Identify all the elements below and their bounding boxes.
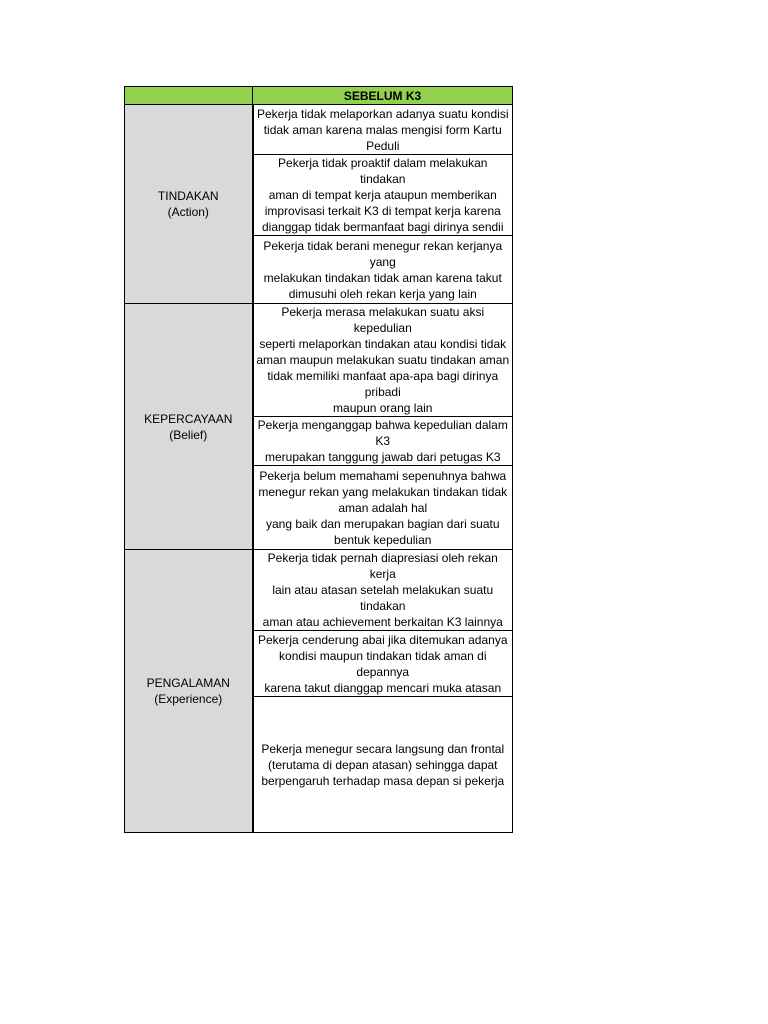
cell-line: dianggap tidak bermanfaat bagi dirinya sendii xyxy=(262,220,504,234)
cell-line: aman di tempat kerja ataupun memberikan xyxy=(268,188,497,202)
cell-line: aman atau achievement berkaitan K3 lainnya xyxy=(262,615,503,629)
section-subtitle: (Experience) xyxy=(154,692,223,706)
cell-line: Pekerja menganggap bahwa kepedulian dalam K3 xyxy=(257,418,508,448)
cell-line: tidak memiliki manfaat apa-apa bagi dirinya pribadi xyxy=(267,369,499,399)
cell-line: tidak aman karena malas mengisi form Kartu xyxy=(263,122,502,137)
section-subtitle: (Action) xyxy=(167,205,209,219)
table-cell xyxy=(253,631,513,697)
table-cell xyxy=(253,105,513,155)
cell-line: Pekerja tidak pernah diapresiasi oleh rekan kerja xyxy=(267,551,498,581)
table-cell xyxy=(253,304,513,417)
section-title: KEPERCAYAAN xyxy=(144,411,233,426)
section-title: PENGALAMAN xyxy=(146,676,230,690)
cell-line: Pekerja tidak berani menegur rekan kerjanya yang xyxy=(263,238,503,269)
table-cell xyxy=(253,550,513,631)
table-cell xyxy=(253,417,513,466)
section-title: TINDAKAN xyxy=(157,189,219,203)
header-column-title: SEBELUM K3 xyxy=(253,87,513,105)
cell-line: maupun orang lain xyxy=(333,401,433,415)
cell-line: kondisi maupun tindakan tidak aman di depannya xyxy=(279,648,487,679)
cell-line: dimusuhi oleh rekan kerja yang lain xyxy=(288,286,477,301)
section-label-pengalaman xyxy=(125,550,253,833)
section-label-kepercayaan xyxy=(125,304,253,550)
cell-line: Pekerja tidak melaporkan adanya suatu kondisi xyxy=(257,106,509,121)
table-cell xyxy=(253,155,513,236)
cell-line: yang baik dan merupakan bagian dari suatu xyxy=(266,516,500,531)
cell-line: Peduli xyxy=(366,138,400,153)
cell-line: Pekerja menegur secara langsung dan frontal xyxy=(261,741,505,756)
cell-line: (terutama di depan atasan) sehingga dapat xyxy=(268,757,498,772)
cell-line: merupakan tanggung jawab dari petugas K3 xyxy=(265,450,501,464)
header-corner-cell xyxy=(125,87,253,105)
table-cell xyxy=(253,466,513,550)
cell-line: seperti melaporkan tindakan atau kondisi tidak xyxy=(259,337,507,351)
cell-line: improvisasi terkait K3 di tempat kerja karena xyxy=(264,204,501,218)
cell-line: menegur rekan yang melakukan tindakan tidak xyxy=(258,484,508,499)
cell-line: melakukan tindakan tidak aman karena takut xyxy=(263,270,502,285)
cell-line: berpengaruh terhadap masa depan si pekerja xyxy=(261,773,505,788)
table-row xyxy=(125,105,513,155)
cell-line: lain atau atasan setelah melakukan suatu tindakan xyxy=(272,583,494,613)
cell-line: Pekerja belum memahami sepenuhnya bahwa xyxy=(259,468,507,483)
cell-line: karena takut dianggap mencari muka atasan xyxy=(264,680,502,695)
table-row xyxy=(125,304,513,417)
table-row xyxy=(125,550,513,631)
cell-line: Pekerja tidak proaktif dalam melakukan tindakan xyxy=(278,156,488,186)
section-label-tindakan xyxy=(125,105,253,304)
section-subtitle: (Belief) xyxy=(169,427,208,442)
k3-culture-table xyxy=(124,86,513,833)
table-cell xyxy=(253,697,513,833)
table-cell xyxy=(253,236,513,304)
cell-line: aman maupun melakukan suatu tindakan aman xyxy=(256,353,510,367)
cell-line: Pekerja cenderung abai jika ditemukan adanya xyxy=(258,632,508,647)
cell-line: Pekerja merasa melakukan suatu aksi kepedulian xyxy=(281,305,485,335)
table-header-row xyxy=(125,87,513,105)
cell-line: aman adalah hal xyxy=(338,500,428,515)
cell-line: bentuk kepedulian xyxy=(334,532,432,547)
